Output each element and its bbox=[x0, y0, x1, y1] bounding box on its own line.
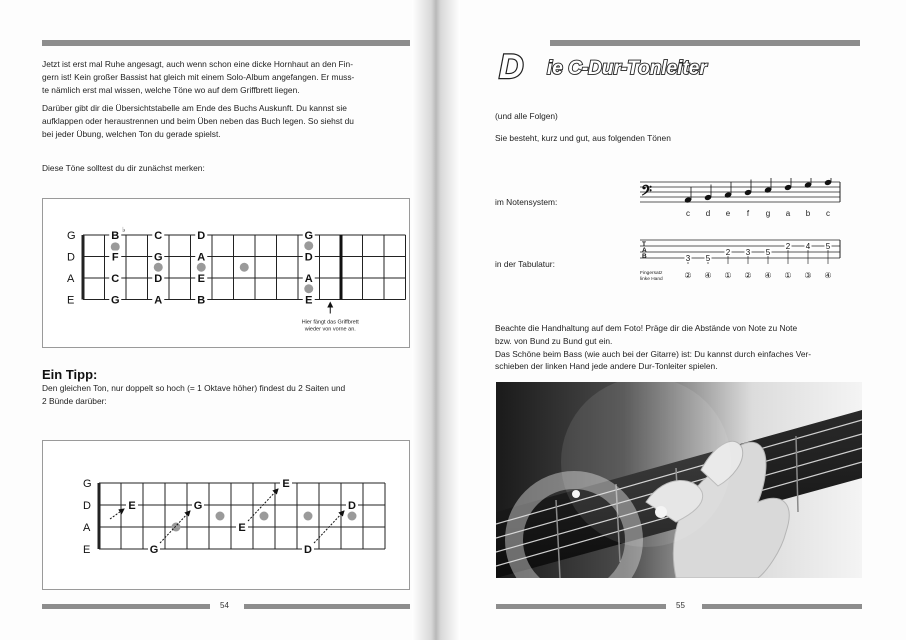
fret-dot bbox=[172, 523, 181, 532]
string-label: E bbox=[67, 294, 75, 307]
note-label: E bbox=[282, 478, 290, 490]
tab-number: 3 bbox=[685, 254, 691, 263]
text-line: bzw. von Bund zu Bund gut ein. bbox=[495, 335, 613, 346]
right-paragraph bbox=[495, 322, 865, 373]
title-rest: ie C-Dur-Tonleiter bbox=[547, 58, 707, 79]
string-label: G bbox=[67, 230, 76, 242]
left-paragraph-3: Diese Töne solltest du dir zunächst merken: bbox=[42, 163, 205, 173]
tab-number: 2 bbox=[725, 248, 731, 257]
text-line: Das Schöne beim Bass (wie auch bei der Gitarre) ist: Du kannst durch einfaches Ver- bbox=[495, 348, 812, 359]
scale-note-name: g bbox=[765, 209, 771, 218]
tab-clef-letter: B bbox=[642, 253, 647, 260]
tablature bbox=[640, 236, 850, 292]
text-line: schieben der linken Hand jede andere Dur-Tonleiter spielen. bbox=[495, 361, 718, 372]
text-line: Darüber gibt dir die Übersichtstabelle am Ende des Buchs Auskunft. Du kannst sie bbox=[42, 103, 347, 113]
tab-clef-letter: T bbox=[642, 241, 646, 248]
fingering: ④ bbox=[764, 271, 772, 280]
left-paragraph-2 bbox=[42, 102, 414, 140]
fingering: ① bbox=[784, 271, 792, 280]
fret-dot bbox=[304, 241, 313, 250]
text-line: aufklappen oder heraustrennen und beim Üben neben das Buch legen. So siehst du bbox=[42, 115, 354, 126]
note-label: A bbox=[304, 273, 313, 285]
note-label: E bbox=[305, 294, 313, 307]
note-label: A bbox=[197, 251, 206, 264]
intro-text: Sie besteht, kurz und gut, aus folgenden Tönen bbox=[495, 133, 671, 143]
tip-text bbox=[42, 382, 414, 408]
left-top-bar bbox=[42, 40, 410, 46]
note-label: G bbox=[110, 294, 120, 307]
text-line: te nämlich erst mal wissen, welche Töne wo auf dem Griffbrett liegen. bbox=[42, 84, 300, 95]
tab-number: 5 bbox=[705, 254, 711, 263]
fretboard-svg-2 bbox=[43, 441, 409, 589]
right-footer-bar bbox=[496, 604, 666, 609]
text-line: gern ist! Kein großer Bassist hat gleich mit einem Solo-Album angefangen. Er muss- bbox=[42, 71, 355, 82]
fret-dot bbox=[216, 512, 225, 521]
left-footer-bar-2 bbox=[244, 604, 410, 609]
fret-dot bbox=[111, 242, 120, 251]
music-staff bbox=[640, 178, 850, 220]
fingering: ② bbox=[744, 271, 752, 280]
fret-note-line1: Hier fängt das Griffbrett bbox=[301, 319, 359, 326]
finger-label-line2: linke Hand bbox=[640, 277, 663, 282]
tab-number: 4 bbox=[805, 242, 811, 251]
note-label: G bbox=[193, 500, 203, 512]
hand-photo bbox=[496, 382, 862, 578]
note-label: B bbox=[111, 230, 120, 242]
note-label: E bbox=[238, 522, 246, 534]
fret-dot bbox=[348, 512, 357, 521]
page-title bbox=[495, 40, 815, 88]
page-number-right: 55 bbox=[676, 601, 685, 610]
note-label: A bbox=[154, 294, 163, 307]
note-label: D bbox=[197, 230, 206, 242]
scale-note-name: c bbox=[826, 209, 830, 218]
text-line: Beachte die Handhaltung auf dem Foto! Präge dir die Abstände von Note zu Note bbox=[495, 323, 798, 333]
scale-note-name: b bbox=[805, 209, 811, 218]
note-label: F bbox=[111, 251, 119, 264]
tab-number: 5 bbox=[765, 248, 771, 257]
fretboard-diagram-2 bbox=[42, 440, 410, 590]
right-footer-bar-2 bbox=[702, 604, 862, 609]
title-initial: D bbox=[499, 48, 524, 86]
tab-label: in der Tabulatur: bbox=[495, 259, 555, 269]
note-label: B bbox=[197, 294, 206, 307]
string-label: A bbox=[67, 273, 75, 285]
fret-dot bbox=[260, 512, 269, 521]
left-paragraph-1 bbox=[42, 58, 414, 96]
string-label: D bbox=[83, 500, 91, 512]
fingering: ① bbox=[724, 271, 732, 280]
fret-dot bbox=[304, 512, 313, 521]
subtitle: (und alle Folgen) bbox=[495, 111, 558, 121]
notation-label: im Notensystem: bbox=[495, 197, 558, 207]
finger-label-line1: Fingersatz bbox=[640, 271, 663, 276]
fretboard-diagram-1 bbox=[42, 198, 410, 348]
fret-note-line2: wieder von vorne an. bbox=[304, 326, 356, 333]
scale-note-name: c bbox=[686, 209, 690, 218]
tab-clef-letter: A bbox=[642, 247, 647, 254]
photo-svg bbox=[496, 382, 862, 578]
note-label: E bbox=[128, 500, 136, 512]
fingering: ② bbox=[684, 271, 692, 280]
text-line: Den gleichen Ton, nur doppelt so hoch (= 1 Oktave höher) findest du 2 Saiten und bbox=[42, 383, 346, 393]
string-label: A bbox=[83, 522, 91, 534]
fret-dot bbox=[240, 263, 249, 272]
left-footer-bar bbox=[42, 604, 210, 609]
note-label: G bbox=[149, 544, 159, 556]
scale-note-name: a bbox=[785, 209, 791, 218]
fingering: ④ bbox=[824, 271, 832, 280]
note-label: C bbox=[111, 273, 120, 285]
text-line: Jetzt ist erst mal Ruhe angesagt, auch wenn schon eine dicke Hornhaut an den Fin- bbox=[42, 59, 353, 69]
tab-number: 5 bbox=[825, 242, 831, 251]
note-accidental: ♭ bbox=[122, 227, 126, 234]
note-label: D bbox=[304, 251, 313, 264]
fingering: ③ bbox=[804, 271, 812, 280]
fingering: ④ bbox=[704, 271, 712, 280]
note-label: C bbox=[154, 230, 163, 242]
tab-number: 2 bbox=[785, 242, 791, 251]
note-label: E bbox=[197, 273, 205, 285]
note-label: G bbox=[153, 251, 163, 264]
tab-number: 3 bbox=[745, 248, 751, 257]
arrow-head bbox=[327, 302, 333, 308]
scale-note-name: d bbox=[705, 209, 711, 218]
text-line: 2 Bünde darüber: bbox=[42, 395, 107, 406]
string-label: G bbox=[83, 478, 92, 490]
fret-dot bbox=[154, 263, 163, 272]
string-label: D bbox=[67, 251, 75, 264]
note-label: D bbox=[154, 273, 163, 285]
scale-note-name: f bbox=[746, 209, 750, 218]
fret-dot bbox=[197, 263, 206, 272]
left-page bbox=[0, 0, 430, 640]
bass-clef: 𝄢 bbox=[641, 183, 652, 202]
scale-note-name: e bbox=[725, 209, 731, 218]
note-label: D bbox=[348, 500, 356, 512]
string-label: E bbox=[83, 544, 91, 556]
text-line: bei jeder Übung, welchen Ton du gerade spielst. bbox=[42, 128, 221, 139]
octave-arrow bbox=[110, 509, 124, 519]
fretboard-svg-1 bbox=[43, 199, 409, 347]
page-number-left: 54 bbox=[220, 601, 229, 610]
note-label: G bbox=[304, 230, 314, 242]
fret-dot bbox=[304, 284, 313, 293]
tip-heading: Ein Tipp: bbox=[42, 367, 98, 382]
note-label: D bbox=[304, 544, 312, 556]
